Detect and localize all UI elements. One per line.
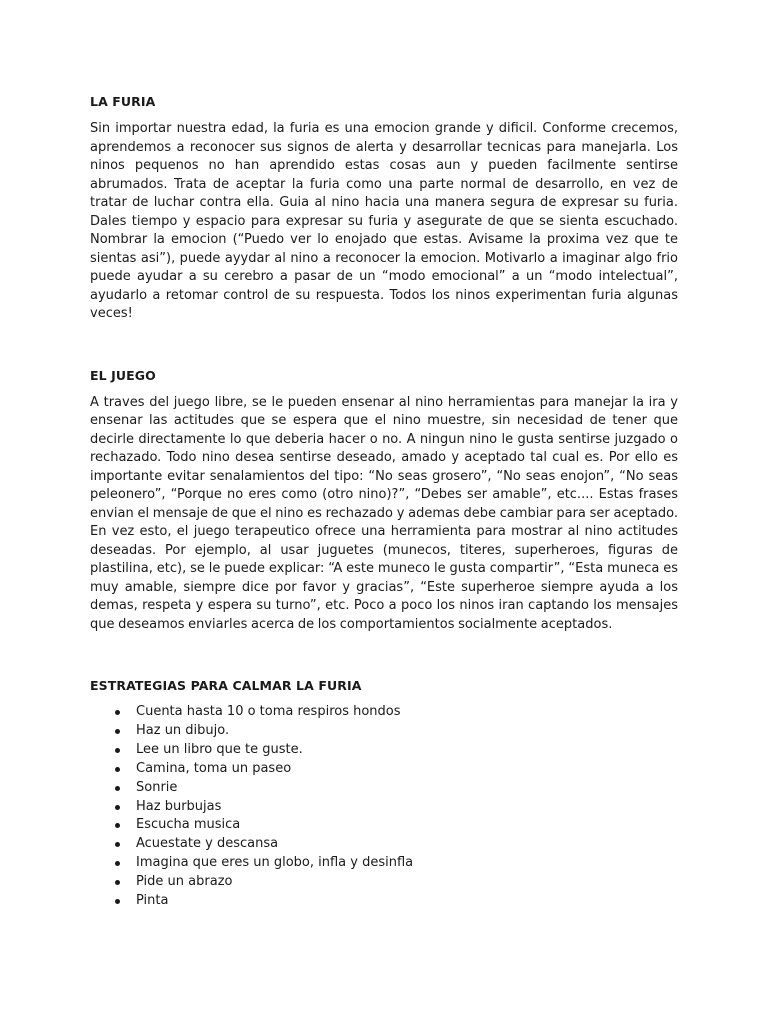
list-item-text: Haz un dibujo. [136, 722, 230, 738]
section-title-la-furia: LA FURIA [90, 94, 156, 109]
list-item [90, 835, 678, 854]
document-content [90, 92, 678, 911]
list-item [90, 816, 678, 835]
list-item [90, 722, 678, 741]
list-item [90, 741, 678, 760]
list-item-text: Imagina que eres un globo, infla y desinfla [136, 855, 414, 871]
list-item [90, 703, 678, 722]
list-item [90, 779, 678, 798]
list-item-text: Haz burbujas [136, 798, 222, 814]
bullet-icon [115, 786, 120, 791]
bullet-icon [115, 823, 120, 828]
list-item [90, 760, 678, 779]
list-item-text: Lee un libro que te guste. [136, 741, 303, 757]
section-body-la-furia: Sin importar nuestra edad, la furia es una emocion grande y dificil. Conforme crecemos, aprendemos a reconocer sus signos de alerta y desarrollar tecnicas para manejarla. Los ninos pequenos no han aprendido estas cosas aun y pueden facilmente sentirse abrumados. Trata de aceptar la furia como una parte normal de desarrollo, en vez de tratar de luchar contra ella. Guia al nino hacia una manera segura de expresar su furia. Dales tiempo y espacio para expresar su furia y asegurate de que se sienta escuchado. Nombrar la emocion (“Puedo ver lo enojado que estas. Avisame la proxima vez que te sientas asi”), puede ayydar al nino a reconocer la emocion. Motivarlo a imaginar algo frio puede ayudar a su cerebro a pasar de un “modo emocional” a un “modo intelectual”, ayudarlo a retomar control de su respuesta. Todos los ninos experimentan furia algunas veces! [90, 121, 678, 321]
list-item [90, 873, 678, 892]
bullet-icon [115, 805, 120, 810]
list-item [90, 854, 678, 873]
list-item-text: Acuestate y descansa [136, 836, 279, 852]
list-item [90, 798, 678, 817]
list-item-text: Cuenta hasta 10 o toma respiros hondos [136, 704, 401, 719]
bullet-icon [115, 710, 120, 715]
bullet-icon [115, 767, 120, 772]
section-title-el-juego: EL JUEGO [90, 367, 156, 383]
bullet-icon [115, 880, 120, 885]
bullet-icon [115, 842, 120, 847]
list-item-text: Escucha musica [136, 817, 241, 833]
section-body-el-juego: A traves del juego libre, se le pueden ensenar al nino herramientas para manejar la ira y ensenar las actitudes que se espera que el nino muestre, sin necesidad de tener que decirle directamente lo que deberia hacer o no. A ningun nino le gusta sentirse juzgado o rechazado. Todo nino desea sentirse deseado, amado y aceptado tal cual es. Por ello es importante evitar senalamientos del tipo: “No seas grosero”, “No seas enojon”, “No seas peleonero”, “Porque no eres como (otro nino)?”, “Debes ser amable”, etc.... Estas frases envian el mensaje de que el nino es rechazado y ademas debe cambiar para ser aceptado. En vez esto, el juego terapeutico ofrece una herramienta para mostrar al nino actitudes deseadas. Por ejemplo, al usar juguetes (munecos, titeres, superheroes, figuras de plastilina, etc), se le puede explicar: “A este muneco le gusta compartir”, “Esta muneca es muy amable, siempre dice por favor y gracias”, “Este superheroe siempre ayuda a los demas, respeta y espera su turno”, etc. Poco a poco los ninos iran captando los mensajes que deseamos enviarles acerca de los comportamientos socialmente aceptados. [90, 394, 678, 632]
bullet-icon [115, 861, 120, 866]
list-item-text: Pinta [136, 893, 169, 909]
list-item-text: Camina, toma un paseo [136, 760, 292, 776]
bullet-icon [115, 899, 120, 904]
list-item-text: Pide un abrazo [136, 874, 233, 890]
bullet-icon [115, 729, 120, 734]
bullet-icon [115, 748, 120, 753]
section-title-estrategias: ESTRATEGIAS PARA CALMAR LA FURIA [90, 678, 362, 693]
list-item-text: Sonrie [136, 779, 178, 795]
list-item [90, 892, 678, 911]
strategies-list [90, 703, 678, 911]
